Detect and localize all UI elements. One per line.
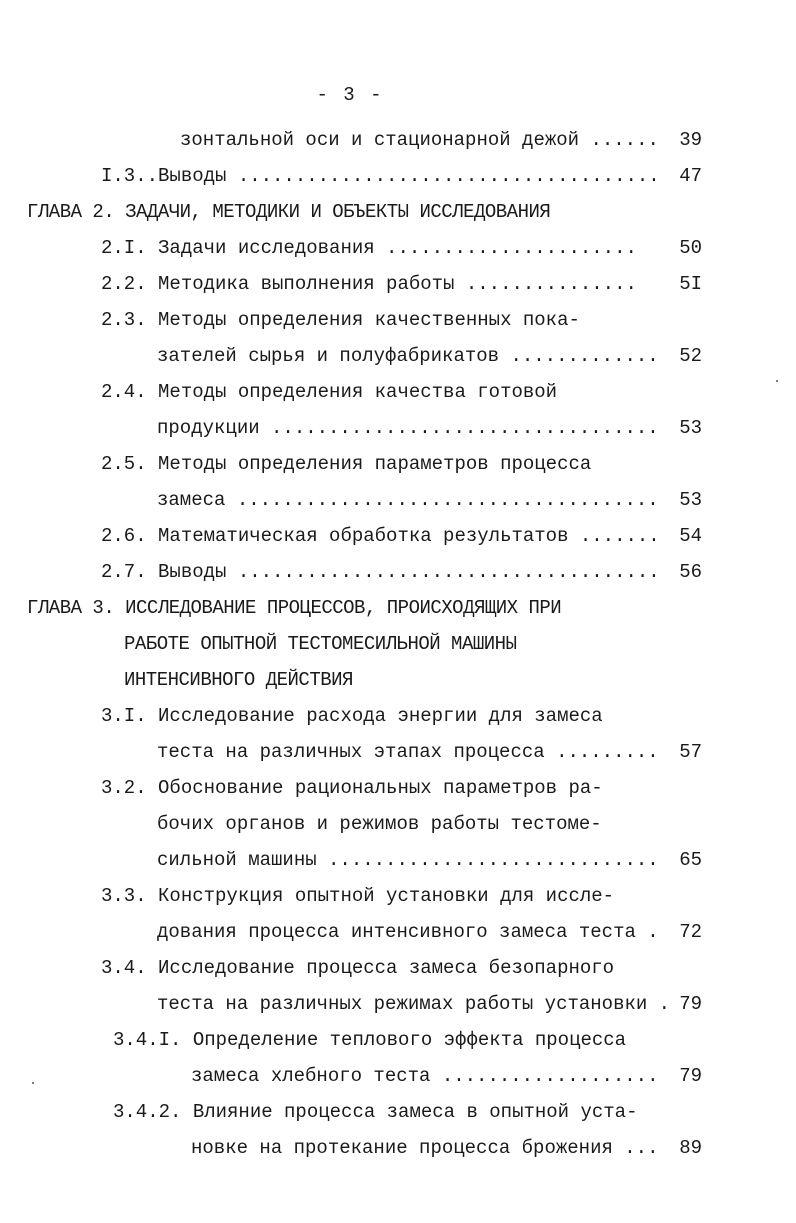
toc-chapter-heading: ГЛАВА 3. ИССЛЕДОВАНИЕ ПРОЦЕССОВ, ПРОИСХОДЯЩИХ ПРИ	[27, 597, 562, 619]
toc-line: теста на различных этапах процесса .........	[157, 741, 659, 763]
scan-speck	[32, 1082, 34, 1084]
toc-chapter-heading: ИНТЕНСИВНОГО ДЕЙСТВИЯ	[124, 669, 353, 691]
toc-page: 5I	[679, 273, 702, 295]
toc-line: 2.7. Выводы .....................................	[101, 561, 660, 583]
toc-page: 56	[679, 561, 702, 583]
toc-line: бочих органов и режимов работы тестоме-	[157, 813, 602, 835]
toc-page: 89	[679, 1137, 702, 1159]
toc-page: 65	[679, 849, 702, 871]
toc-chapter-heading: РАБОТЕ ОПЫТНОЙ ТЕСТОМЕСИЛЬНОЙ МАШИНЫ	[124, 633, 517, 655]
toc-line: замеса хлебного теста ...................	[191, 1065, 659, 1087]
toc-page: 72	[679, 921, 702, 943]
toc-page: 53	[679, 489, 702, 511]
toc-page: 79	[679, 1065, 702, 1087]
toc-line: теста на различных режимах работы установки .	[157, 993, 671, 1015]
toc-line: 2.3. Методы определения качественных пока-	[101, 309, 580, 331]
toc-line: 2.2. Методика выполнения работы ...............	[101, 273, 637, 295]
toc-line: продукции ..................................	[157, 417, 659, 439]
toc-line: 3.4.I. Определение теплового эффекта процесса	[113, 1029, 627, 1051]
page-number: - 3 -	[316, 84, 384, 106]
toc-line: 2.I. Задачи исследования ......................	[101, 237, 637, 259]
toc-page: 57	[679, 741, 702, 763]
toc-line: 3.4.2. Влияние процесса замеса в опытной уста-	[113, 1101, 638, 1123]
toc-line: дования процесса интенсивного замеса теста .	[157, 921, 659, 943]
toc-line: новке на протекание процесса брожения ...	[191, 1137, 659, 1159]
toc-page: 54	[679, 525, 702, 547]
toc-line: зателей сырья и полуфабрикатов .............	[157, 345, 659, 367]
toc-line: 3.3. Конструкция опытной установки для иссле-	[101, 885, 615, 907]
toc-line: зонтальной оси и стационарной дежой ......	[180, 129, 659, 151]
toc-page: 50	[679, 237, 702, 259]
toc-page: 53	[679, 417, 702, 439]
toc-page: 47	[679, 165, 702, 187]
toc-chapter-heading: ГЛАВА 2. ЗАДАЧИ, МЕТОДИКИ И ОБЪЕКТЫ ИССЛЕДОВАНИЯ	[27, 201, 551, 223]
toc-line: 3.2. Обоснование рациональных параметров ра-	[101, 777, 603, 799]
scan-speck	[776, 380, 778, 382]
toc-line: 2.4. Методы определения качества готовой	[101, 381, 558, 403]
toc-page: 79	[679, 993, 702, 1015]
toc-line: 2.6. Математическая обработка результатов .......	[101, 525, 660, 547]
toc-page: 39	[679, 129, 702, 151]
toc-line: 3.I. Исследование расхода энергии для замеса	[101, 705, 603, 727]
toc-line: 3.4. Исследование процесса замеса безопарного	[101, 957, 615, 979]
toc-line: замеса .....................................	[157, 489, 659, 511]
toc-line: сильной машины .............................	[157, 849, 659, 871]
toc-line: I.3..Выводы .....................................	[101, 165, 660, 187]
toc-line: 2.5. Методы определения параметров процесса	[101, 453, 592, 475]
toc-page: 52	[679, 345, 702, 367]
